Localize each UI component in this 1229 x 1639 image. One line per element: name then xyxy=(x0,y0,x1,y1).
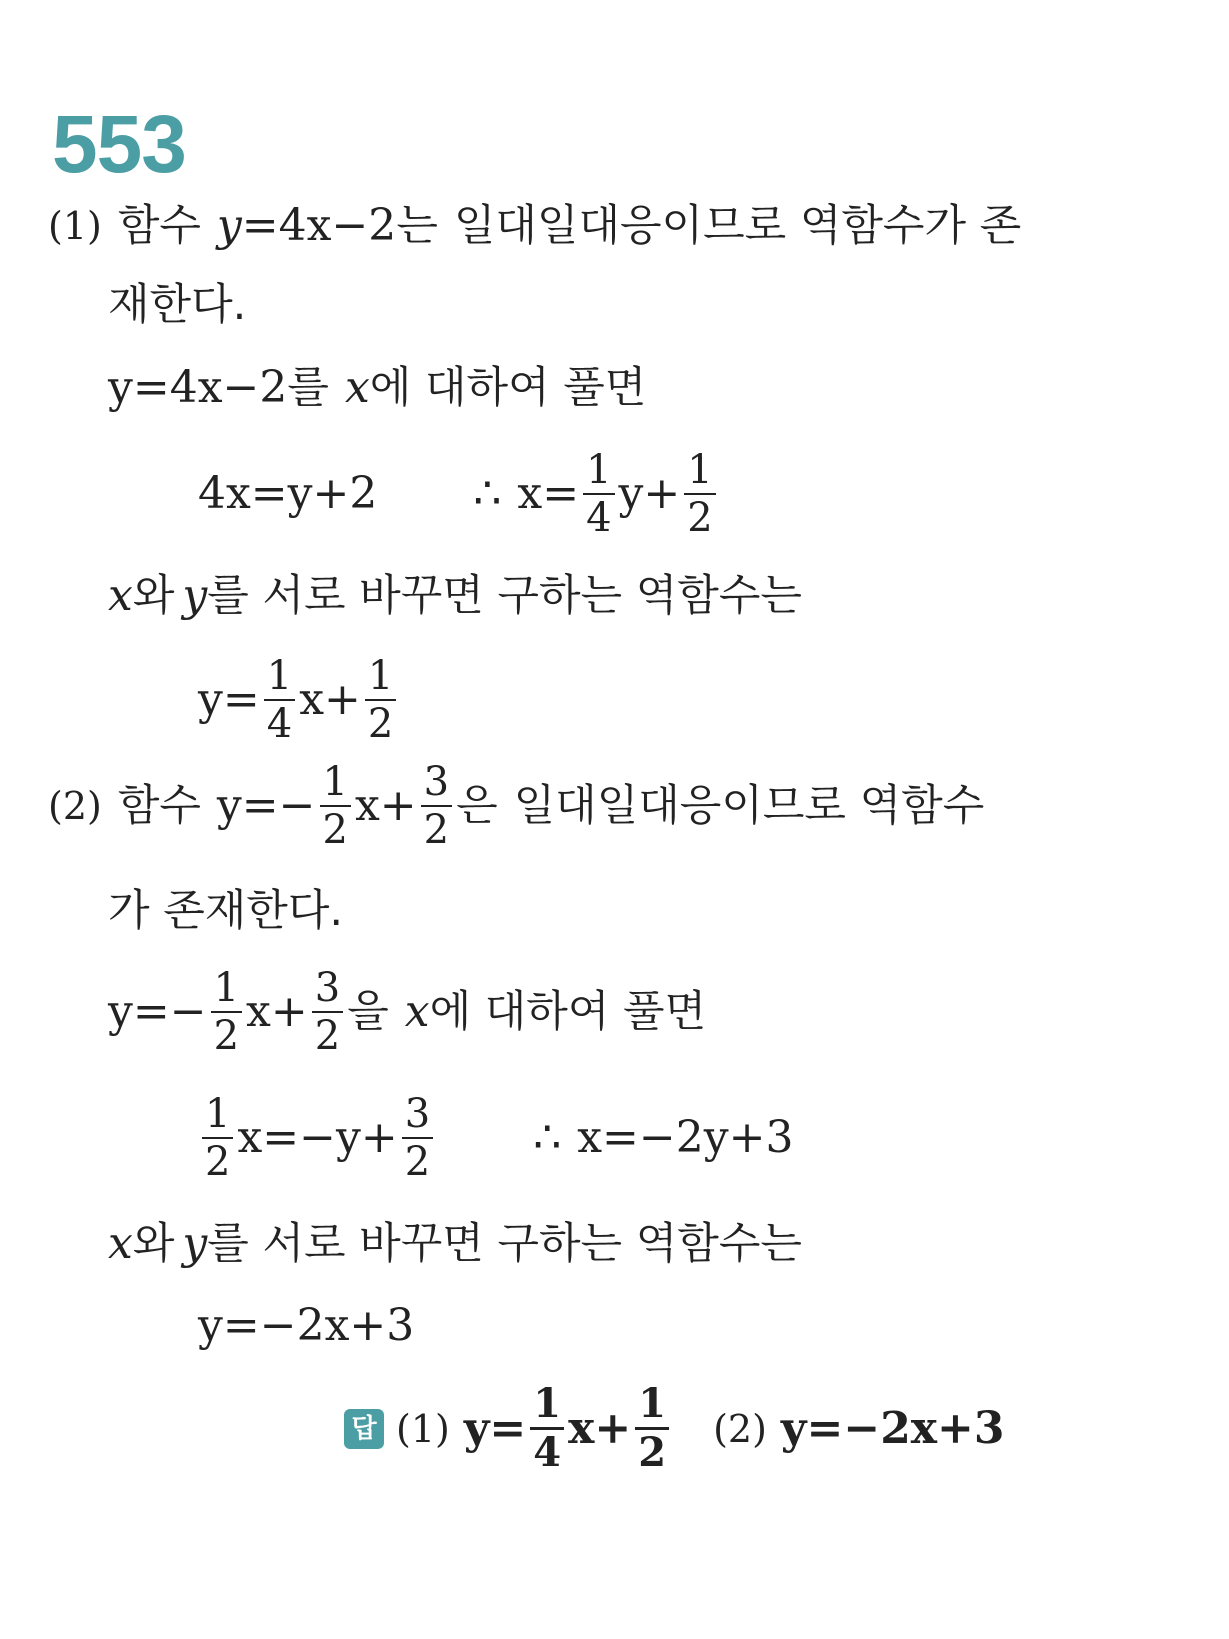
part1-intro-word: 함수 xyxy=(117,200,201,251)
part2-label: (2) xyxy=(48,784,102,828)
part1-swap-line xyxy=(108,570,802,621)
part2-solve-fraction-2: $\frac{3}{2}$ xyxy=(312,966,343,1058)
part2-claim-line1: 일대일대응이므로 역함수 xyxy=(513,780,985,831)
part2-swap-text: 를 서로 바꾸면 구하는 역함수는 xyxy=(207,1218,802,1269)
part2-func-fraction-2: $\frac{3}{2}$ xyxy=(421,760,452,852)
part1-step-fraction-1: $\frac{1}{4}$ xyxy=(583,448,614,540)
part1-step-right-mid: y+ xyxy=(618,468,681,519)
part1-step-right-lhs: x= xyxy=(517,468,580,519)
part1-solve-text: 에 대하여 풀면 xyxy=(369,362,647,413)
part2-swap-mid: 와 xyxy=(132,1218,175,1269)
part2-solve-particle: 을 xyxy=(347,986,389,1037)
part2-func-fraction-1: $\frac{1}{2}$ xyxy=(320,760,351,852)
part1-result-line xyxy=(198,654,400,746)
part2-step-mid: x=−y+ xyxy=(237,1112,398,1163)
part1-solve-particle: 를 xyxy=(287,362,329,413)
part1-result-mid: x+ xyxy=(299,674,361,725)
part1-therefore: ∴ xyxy=(473,468,502,519)
part2-step-right: x=−2y+3 xyxy=(577,1112,794,1163)
part2-step-fraction-2: $\frac{3}{2}$ xyxy=(402,1092,433,1184)
part2-statement-line1 xyxy=(48,760,984,852)
part1-solve-var: x xyxy=(344,362,370,413)
answer-label-2: (2) xyxy=(713,1406,767,1451)
part2-solve-fraction-1: $\frac{1}{2}$ xyxy=(211,966,242,1058)
part1-swap-mid: 와 xyxy=(132,570,175,621)
answer-1-fraction-1: $\frac{1}{4}$ xyxy=(530,1382,564,1475)
answer-2: y=−2x+3 xyxy=(780,1402,1005,1454)
part2-solve-text: 에 대하여 풀면 xyxy=(429,986,707,1037)
part2-solve-var: x xyxy=(404,986,430,1037)
part1-result-fraction-2: $\frac{1}{2}$ xyxy=(365,654,396,746)
part2-solve-line xyxy=(108,966,706,1058)
answer-badge: 답 xyxy=(344,1409,384,1449)
part2-step-fraction-1: $\frac{1}{2}$ xyxy=(202,1092,233,1184)
part1-step-line xyxy=(198,448,720,540)
part2-swap-line xyxy=(108,1218,802,1269)
part2-step-line xyxy=(198,1092,793,1184)
part1-func-particle: 는 xyxy=(396,200,438,251)
part2-therefore: ∴ xyxy=(533,1112,562,1163)
part1-func-lhs: y xyxy=(216,200,242,251)
part2-solve-mid: x+ xyxy=(246,986,308,1037)
part2-swap-x: x xyxy=(108,1218,133,1269)
part1-swap-y: y xyxy=(182,570,208,621)
answer-1-mid: x+ xyxy=(568,1402,632,1454)
part1-step-left: 4x=y+2 xyxy=(198,468,378,519)
part2-solve-lhs: y=− xyxy=(108,986,207,1037)
part2-func-lhs: y=− xyxy=(216,780,316,831)
part1-label: (1) xyxy=(48,204,102,248)
part2-result-line xyxy=(198,1300,415,1351)
answer-line xyxy=(344,1382,1005,1475)
part1-solve-eq: y=4x−2 xyxy=(108,362,288,413)
part2-func-mid: x+ xyxy=(354,780,417,831)
part1-solve-line xyxy=(108,362,647,413)
part2-func-particle: 은 xyxy=(456,780,498,831)
part1-swap-x: x xyxy=(108,570,133,621)
part1-step-fraction-2: $\frac{1}{2}$ xyxy=(684,448,715,540)
part1-result-fraction-1: $\frac{1}{4}$ xyxy=(264,654,295,746)
part1-statement-line2 xyxy=(108,280,247,330)
part1-func-rhs: =4x−2 xyxy=(241,200,397,251)
part1-result-lhs: y= xyxy=(198,674,260,725)
part2-claim-line2: 가 존재한다. xyxy=(108,886,344,936)
part1-claim-line1: 일대일대응이므로 역함수가 존 xyxy=(453,200,1022,251)
part1-claim-line2: 재한다. xyxy=(108,280,247,330)
part2-swap-y: y xyxy=(182,1218,208,1269)
part1-swap-text: 를 서로 바꾸면 구하는 역함수는 xyxy=(207,570,802,621)
part2-intro-word: 함수 xyxy=(117,780,201,831)
answer-1-lhs: y= xyxy=(463,1402,527,1454)
part2-statement-line2 xyxy=(108,886,344,936)
part2-result: y=−2x+3 xyxy=(198,1300,415,1351)
part1-statement-line1 xyxy=(48,200,1022,251)
answer-1-fraction-2: $\frac{1}{2}$ xyxy=(635,1382,669,1475)
problem-number: 553 xyxy=(52,99,186,190)
answer-label-1: (1) xyxy=(396,1406,450,1451)
